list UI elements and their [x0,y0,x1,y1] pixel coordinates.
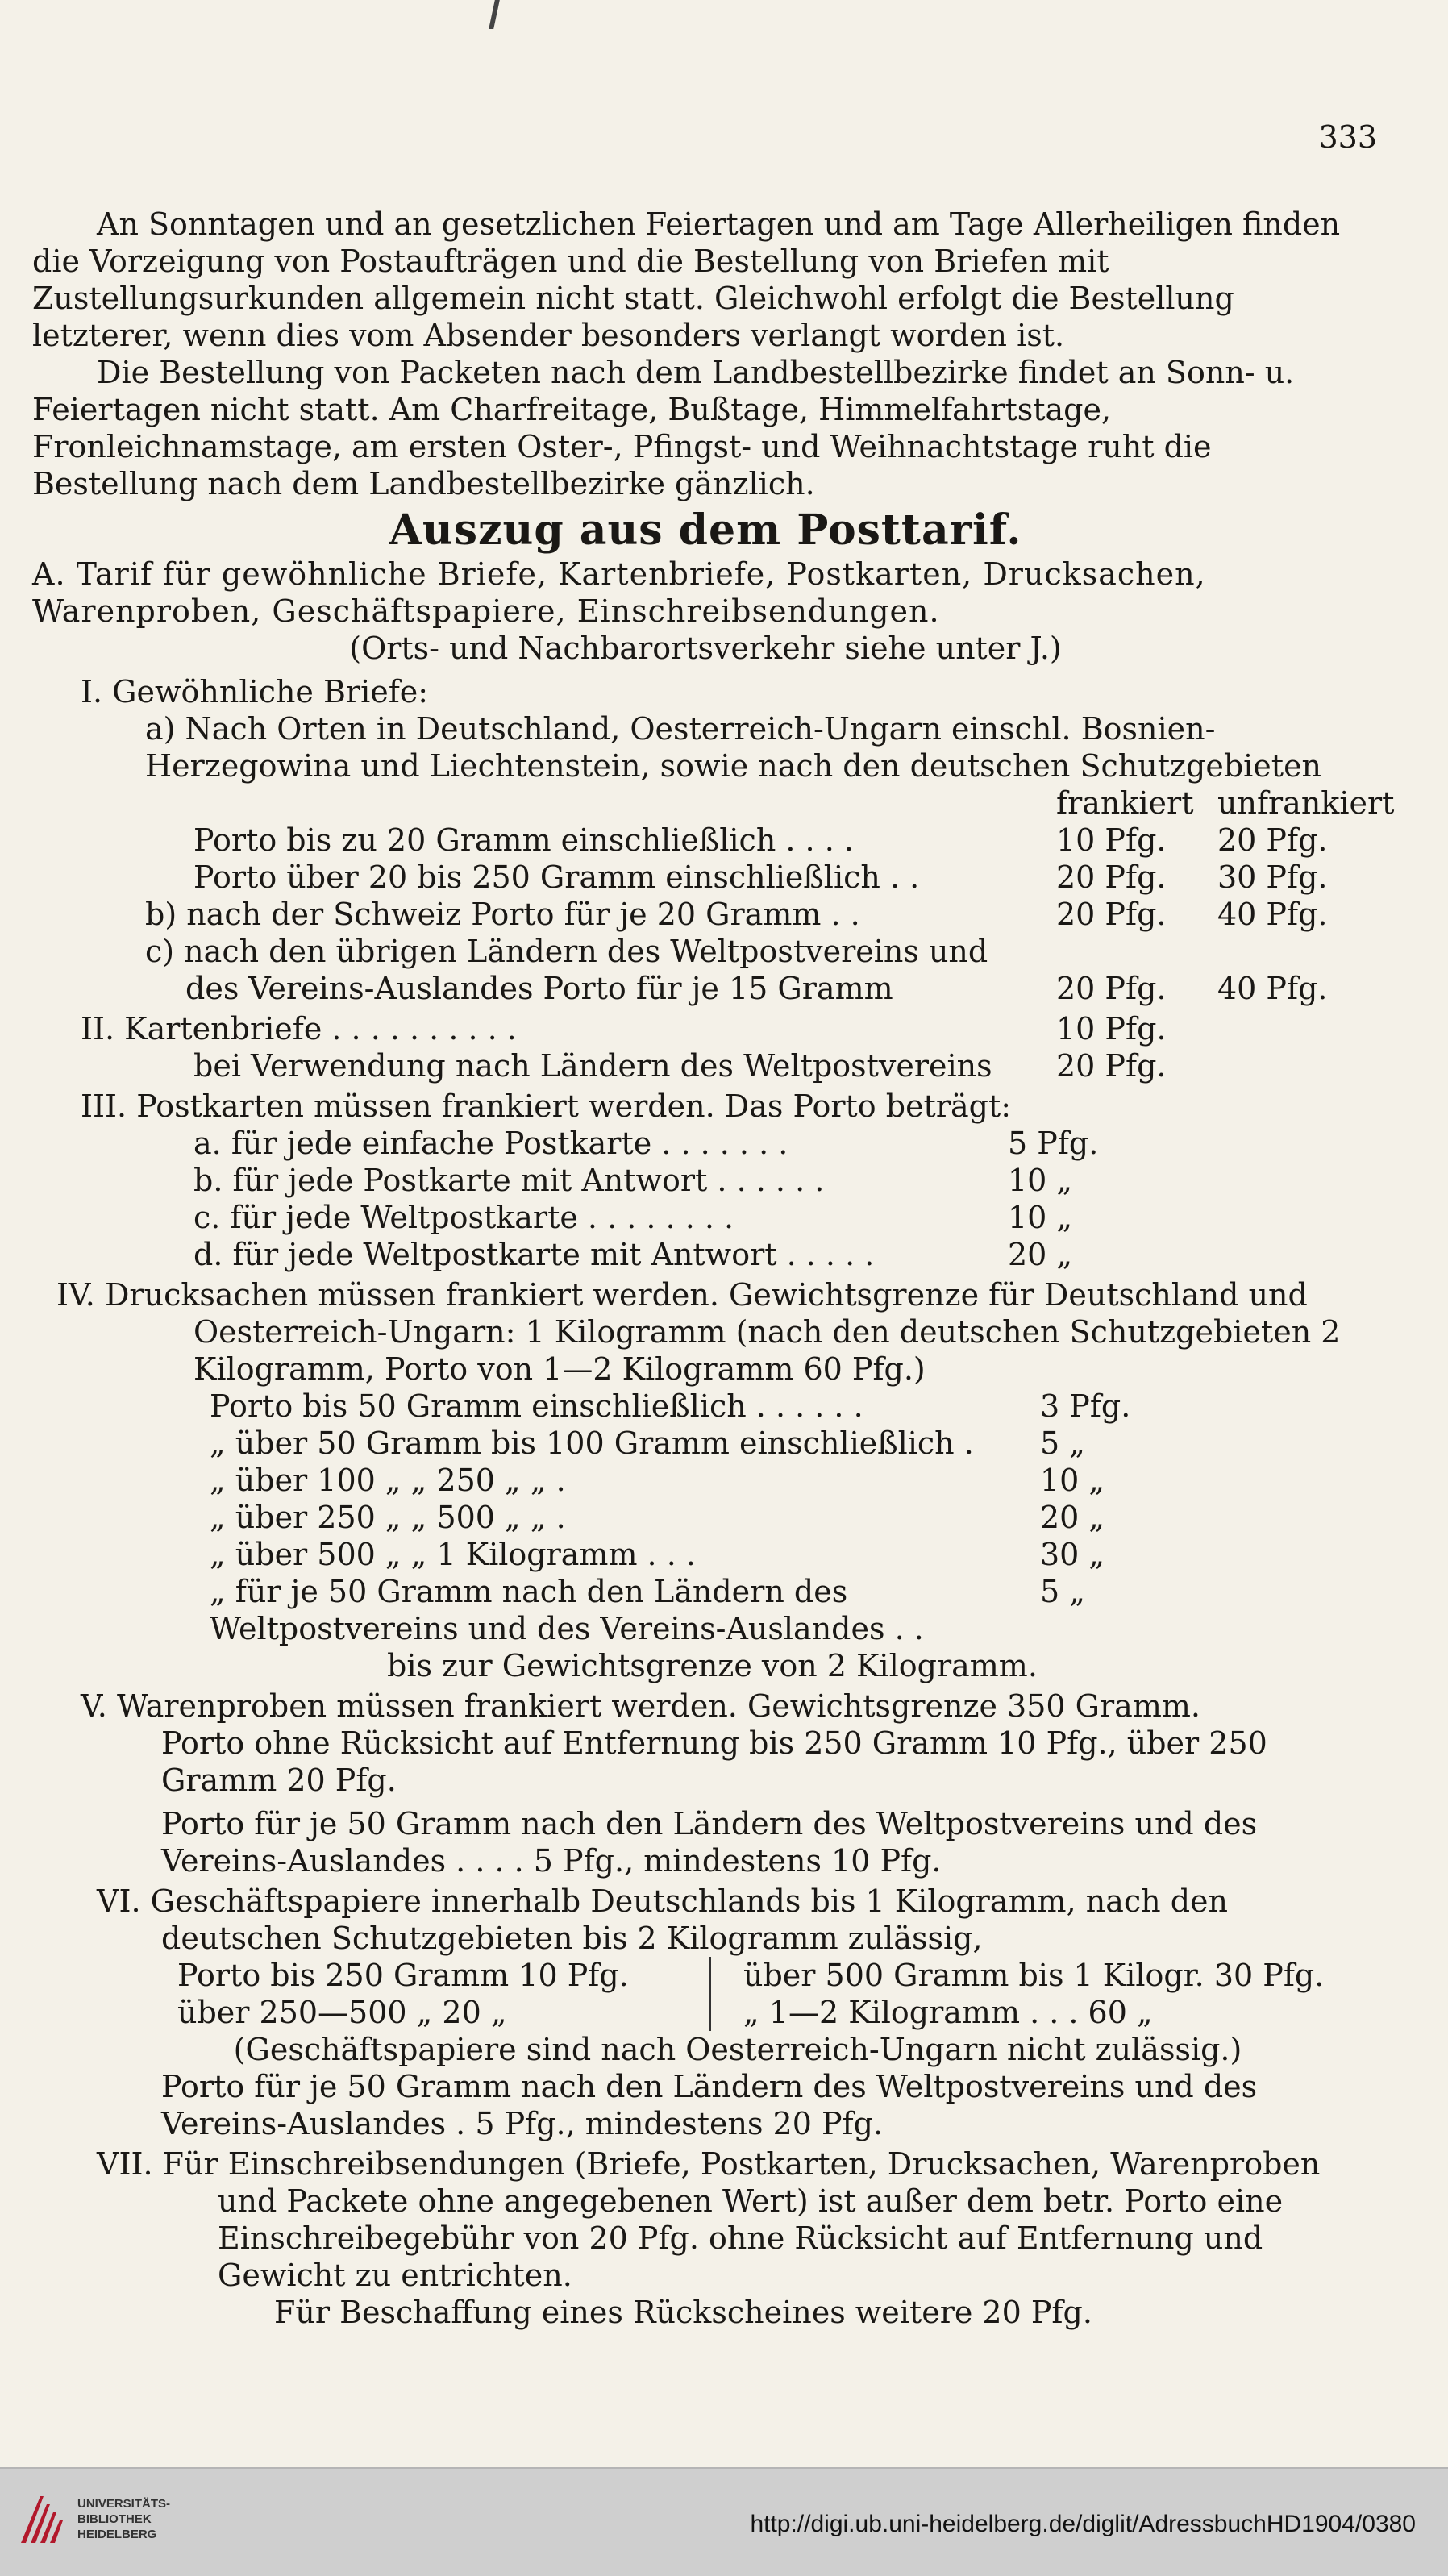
sec5-line1: Porto ohne Rücksicht auf Entfernung bis 250 Gramm 10 Pfg., über 250 Gramm 20 Pfg. [161,1725,1267,1798]
table-row: b) nach der Schweiz Porto für je 20 Gramm . . 20 Pfg. 40 Pfg. [145,897,1328,932]
sec6-price-grid [177,1957,1379,2031]
table-row: Porto bis zu 20 Gramm einschließlich . . . . 10 Pfg. 20 Pfg. [193,822,1328,858]
viewer-footer [0,2467,1448,2576]
sec6-left-1: Porto bis 250 Gramm 10 Pfg. [177,1958,629,1993]
list-item: „ für je 50 Gramm nach den Ländern des Weltpostvereins und des Vereins-Auslandes . . 5 „ [210,1574,1085,1646]
table-row: des Vereins-Auslandes Porto für je 15 Gramm 20 Pfg. 40 Pfg. [185,971,1328,1006]
list-item: b. für jede Postkarte mit Antwort . . . . . . 10 „ [193,1163,1073,1198]
sec5-title: V. Warenproben müssen frankiert werden. Gewichtsgrenze 350 Gramm. [81,1688,1200,1724]
library-name: UNIVERSITÄTS- BIBLIOTHEK HEIDELBERG [77,2497,171,2541]
list-item: Porto bis 50 Gramm einschließlich . . . . . . 3 Pfg. [210,1388,1131,1424]
table-row: Porto über 20 bis 250 Gramm einschließlich . . 20 Pfg. 30 Pfg. [193,859,1328,895]
section-a-note: (Orts- und Nachbarortsverkehr siehe unter J.) [349,630,1062,666]
sec6-right-1: über 500 Gramm bis 1 Kilogr. 30 Pfg. [743,1958,1325,1993]
sec6-note: (Geschäftspapiere sind nach Oesterreich-Ungarn nicht zulässig.) [233,2032,1242,2067]
sec6-left-2: über 250—500 „ 20 „ [177,1995,507,2030]
permalink-url[interactable]: http://digi.ub.uni-heidelberg.de/diglit/AdressbuchHD1904/0380 [750,2511,1416,2537]
section-heading: Auszug aus dem Posttarif. [389,506,1022,555]
intro-paragraph-1: An Sonntagen und an gesetzlichen Feiertagen und am Tage Allerheiligen finden die Vorzeigung von Postaufträgen und die Bestellung von Briefen mit Zustellungsurkunden allgemein nicht statt. Gleichwohl erfolgt die Bestellung letzterer, wenn dies vom Absender besonders verlangt worden ist. [32,206,1341,353]
table-row: c) nach den übrigen Ländern des Weltpostvereins und [145,934,988,969]
sec1-a-text: a) Nach Orten in Deutschland, Oesterreich-Ungarn einschl. Bosnien-Herzegowina und Liechtenstein, sowie nach den deutschen Schutzgebieten [145,711,1322,784]
page-number: 333 [1318,119,1377,155]
sec1-column-headers [32,784,1395,822]
list-item: c. für jede Weltpostkarte . . . . . . . . 10 „ [193,1200,1073,1235]
scan-mark [489,0,500,29]
list-item: „ über 250 „ „ 500 „ „ . 20 „ [210,1500,1105,1535]
list-item: a. für jede einfache Postkarte . . . . . . . 5 Pfg. [193,1126,1099,1161]
sec4-tail: bis zur Gewichtsgrenze von 2 Kilogramm. [387,1648,1038,1683]
list-item: „ über 50 Gramm bis 100 Gramm einschließlich . 5 „ [210,1425,1085,1461]
university-library-logo [16,2491,68,2549]
page-body [32,206,1395,2331]
section-a-title: A. Tarif für gewöhnliche Briefe, Kartenbriefe, Postkarten, Drucksachen, Warenproben, Geschäftspapiere, Einschreibsendungen. [32,556,1206,629]
sec5-line2: Porto für je 50 Gramm nach den Ländern des Weltpostvereins und des Vereins-Auslandes . . . . 5 Pfg., mindestens 10 Pfg. [161,1806,1258,1879]
sec7-title: VII. Für Einschreibsendungen (Briefe, Postkarten, Drucksachen, Warenproben und Packete ohne angegebenen Wert) ist außer dem betr. Porto eine Einschreibegebühr von 20 Pfg. ohne Rücksicht auf Entfernung und Gewicht zu entrichten. [97,2146,1321,2293]
sec6-line3: Porto für je 50 Gramm nach den Ländern des Weltpostvereins und des Vereins-Auslandes . 5 Pfg., mindestens 20 Pfg. [161,2069,1258,2141]
list-item: d. für jede Weltpostkarte mit Antwort . . . . . 20 „ [193,1237,1073,1272]
sec2-row: II. Kartenbriefe . . . . . . . . . . 10 Pfg. [81,1011,1167,1047]
list-item: „ über 500 „ „ 1 Kilogramm . . . 30 „ [210,1537,1105,1572]
sec3-title: III. Postkarten müssen frankiert werden. Das Porto beträgt: [81,1088,1012,1124]
sec1-title: I. Gewöhnliche Briefe: [81,674,429,710]
sec6-title: VI. Geschäftspapiere innerhalb Deutschlands bis 1 Kilogramm, nach den deutschen Schutzgebieten bis 2 Kilogramm zulässig, [97,1883,1228,1956]
list-item: „ über 100 „ „ 250 „ „ . 10 „ [210,1463,1105,1498]
col-unfrankiert: unfrankiert [1217,785,1395,821]
sec2-row: bei Verwendung nach Ländern des Weltpostvereins 20 Pfg. [193,1048,1167,1084]
sec4-title: IV. Drucksachen müssen frankiert werden. Gewichtsgrenze für Deutschland und Oesterreich-Ungarn: 1 Kilogramm (nach den deutschen Schutzgebieten 2 Kilogramm, Porto von 1—2 Kilogramm 60 Pfg.) [56,1277,1341,1387]
col-frankiert: frankiert [1056,785,1194,821]
sec7-line2: Für Beschaffung eines Rückscheines weitere 20 Pfg. [274,2295,1092,2330]
intro-paragraph-2: Die Bestellung von Packeten nach dem Landbestellbezirke findet an Sonn- u. Feiertagen nicht statt. Am Charfreitage, Bußtage, Himmelfahrtstage, Fronleichnamstage, am ersten Oster-, Pfingst- und Weihnachtstage ruht die Bestellung nach dem Landbestellbezirke gänzlich. [32,355,1295,501]
sec6-right-2: „ 1—2 Kilogramm . . . 60 „ [743,1995,1153,2030]
